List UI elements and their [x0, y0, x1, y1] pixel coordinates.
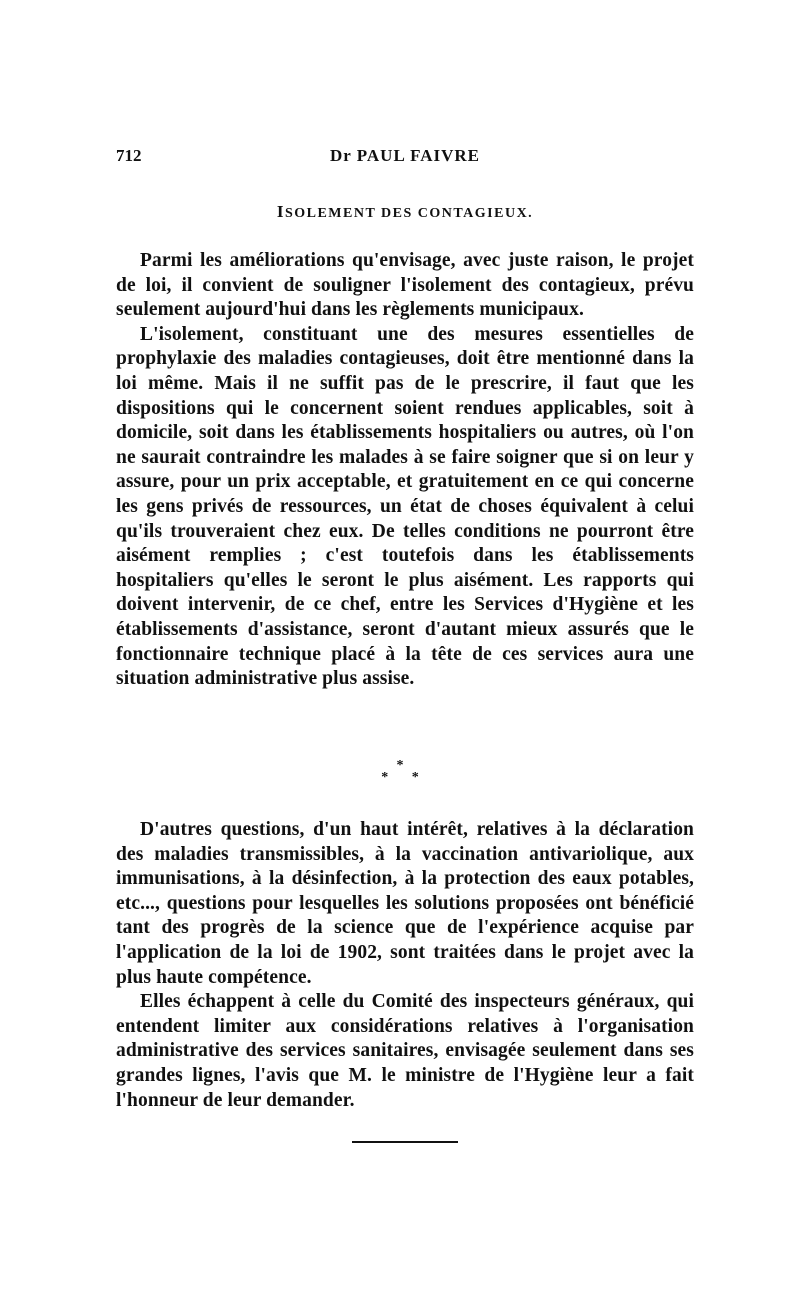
paragraph: D'autres questions, d'un haut intérêt, relatives à la déclaration des maladies transmissibles, à la vaccination antivariolique, aux immunisations, à la désinfection, à la protection des eaux potables, etc..., questions pour lesquelles les solutions proposées ont bénéficié tant des progrès de la science que de l'expérience acquise par l'application de la loi de 1902, sont traitées dans le projet avec la plus haute compétence. — [116, 819, 694, 988]
page-number: 712 — [116, 146, 142, 165]
page-header — [116, 146, 694, 170]
asterism-top: * — [396, 758, 404, 773]
paragraph: Parmi les améliorations qu'envisage, avec juste raison, le projet de loi, il convient de souligner l'isolement des contagieux, prévu seulement aujourd'hui dans les règlements municipaux. — [116, 250, 694, 321]
paragraph: Elles échappent à celle du Comité des inspecteurs généraux, qui entendent limiter aux considérations relatives à l'organisation administrative des services sanitaires, envisagée seulement dans ses grandes lignes, l'avis que M. le ministre de l'Hygiène leur a fait l'honneur de leur demander. — [116, 991, 694, 1111]
text-block-before-separator — [116, 249, 694, 692]
running-head: Dr PAUL FAIVRE — [330, 146, 480, 165]
end-rule-divider — [352, 1141, 458, 1143]
section-title: ISOLEMENT DES CONTAGIEUX. — [276, 202, 534, 221]
text-block-after-separator — [116, 818, 694, 1113]
paragraph: L'isolement, constituant une des mesures essentielles de prophylaxie des maladies contagieuses, doit être mentionné dans la loi même. Mais il ne suffit pas de le prescrire, il faut que les dispositions qui le concernent soient rendues applicables, soit à domicile, soit dans les établissements hospitaliers ou autres, où l'on ne saurait contraindre les malades à se faire soigner que si on leur y assure, pour un prix acceptable, et gratuitement en ce qui concerne les gens privés de ressources, un état de choses équivalent à celui qu'ils trouveraient chez eux. De telles conditions ne pourront être aisément remplies ; c'est toutefois dans les établissements hospitaliers qu'elles le seront le plus aisément. Les rapports qui doivent intervenir, de ce chef, entre les Services d'Hygiène et les établissements d'assistance, seront d'autant mieux assurés que le fonctionnaire technique placé à la tête de ces services aura une situation administrative plus assise. — [116, 323, 694, 690]
asterism-separator — [370, 760, 430, 794]
asterism-bottom: * * — [381, 770, 429, 785]
